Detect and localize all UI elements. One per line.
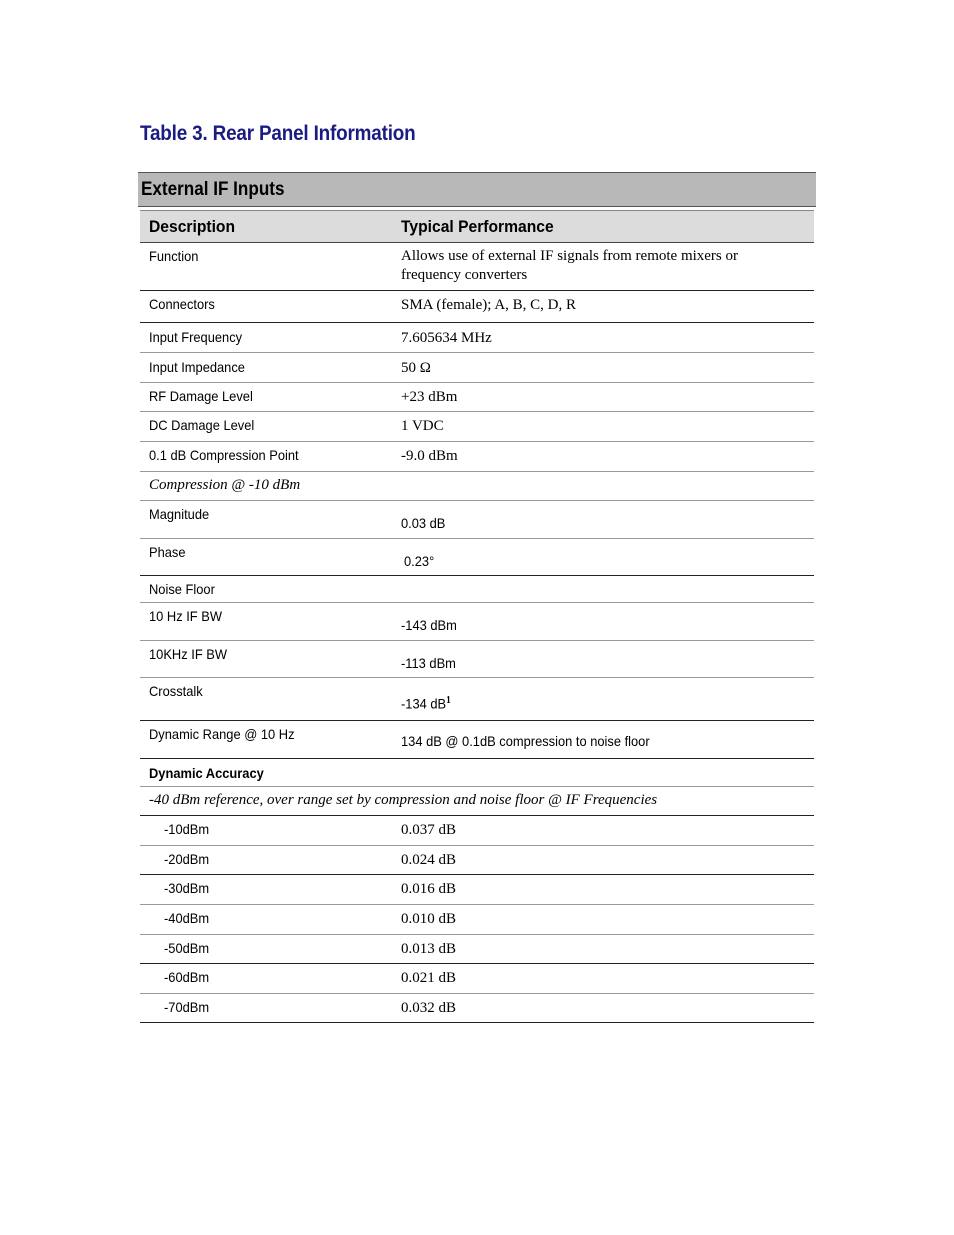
table-row — [140, 353, 814, 383]
table-row — [140, 994, 814, 1023]
row-description: -50dBm — [164, 940, 210, 956]
table-row — [140, 678, 814, 721]
table-row — [140, 501, 814, 539]
row-value: 0.010 dB — [401, 911, 457, 927]
page-title: Table 3. Rear Panel Information — [140, 122, 416, 145]
table-row — [140, 721, 814, 759]
row-value: SMA (female); A, B, C, D, R — [401, 297, 576, 313]
row-value: -9.0 dBm — [401, 448, 458, 464]
row-value: 0.037 dB — [401, 822, 457, 838]
table-row — [140, 905, 814, 935]
table-row — [140, 472, 814, 501]
table-row — [140, 576, 814, 603]
row-value: 0.013 dB — [401, 941, 457, 957]
table-column-header — [140, 210, 814, 243]
table-row — [140, 846, 814, 875]
row-value: -143 dBm — [401, 617, 457, 633]
table-row — [140, 964, 814, 994]
row-value: 1 VDC — [401, 418, 444, 434]
table-row — [140, 935, 814, 964]
row-value: 0.021 dB — [401, 970, 457, 986]
table-row — [140, 759, 814, 787]
footnote-marker: 1 — [446, 695, 451, 706]
row-description: Input Frequency — [149, 329, 243, 345]
row-description: Dynamic Range @ 10 Hz — [149, 726, 295, 742]
row-value: 0.016 dB — [401, 881, 457, 897]
row-description: 10KHz IF BW — [149, 646, 228, 662]
row-description: 10 Hz IF BW — [149, 608, 223, 624]
table-row — [140, 243, 814, 291]
table-body — [140, 243, 814, 1023]
row-description: 0.1 dB Compression Point — [149, 447, 299, 463]
section-header — [138, 172, 816, 207]
row-value: +23 dBm — [401, 389, 458, 405]
row-value: 134 dB @ 0.1dB compression to noise floor — [401, 733, 650, 749]
column-description: Description — [149, 217, 236, 236]
row-description: Noise Floor — [149, 581, 215, 597]
table-row — [140, 412, 814, 442]
row-description: -40dBm — [164, 910, 210, 926]
table-row — [140, 539, 814, 576]
row-description: -70dBm — [164, 999, 210, 1015]
column-typical-performance: Typical Performance — [401, 217, 554, 236]
table-row — [140, 787, 814, 816]
row-value: 0.024 dB — [401, 852, 457, 868]
row-description: Input Impedance — [149, 359, 245, 375]
row-value: 0.23° — [404, 553, 435, 569]
table-row — [140, 383, 814, 412]
row-description: Connectors — [149, 296, 215, 312]
table-row — [140, 875, 814, 905]
row-value — [401, 691, 769, 714]
table-row — [140, 291, 814, 323]
row-description: -60dBm — [164, 969, 210, 985]
row-description: DC Damage Level — [149, 417, 255, 433]
row-value: -113 dBm — [401, 655, 456, 671]
row-description: -30dBm — [164, 880, 210, 896]
table-row — [140, 641, 814, 678]
row-description: RF Damage Level — [149, 388, 253, 404]
row-description: Magnitude — [149, 506, 210, 522]
row-description: -10dBm — [164, 821, 210, 837]
section-title: External IF Inputs — [141, 179, 285, 200]
row-description: Phase — [149, 544, 186, 560]
row-value: Allows use of external IF signals from remote mixers or frequency converters — [401, 248, 739, 283]
row-description: Dynamic Accuracy — [149, 765, 264, 781]
row-value: 0.032 dB — [401, 1000, 457, 1016]
row-value: 7.605634 MHz — [401, 330, 492, 346]
row-description: Compression @ -10 dBm — [149, 477, 301, 493]
table-row — [140, 442, 814, 472]
table-row — [140, 323, 814, 353]
row-description: Crosstalk — [149, 683, 203, 699]
table-row — [140, 816, 814, 846]
row-description: Function — [149, 248, 199, 264]
table-row — [140, 603, 814, 641]
row-value: 50 Ω — [401, 360, 431, 376]
crosstalk-value: -134 dB — [401, 695, 447, 712]
row-description: -40 dBm reference, over range set by compression and noise floor @ IF Frequencies — [149, 792, 658, 808]
row-value: 0.03 dB — [401, 515, 446, 531]
row-description: -20dBm — [164, 851, 210, 867]
